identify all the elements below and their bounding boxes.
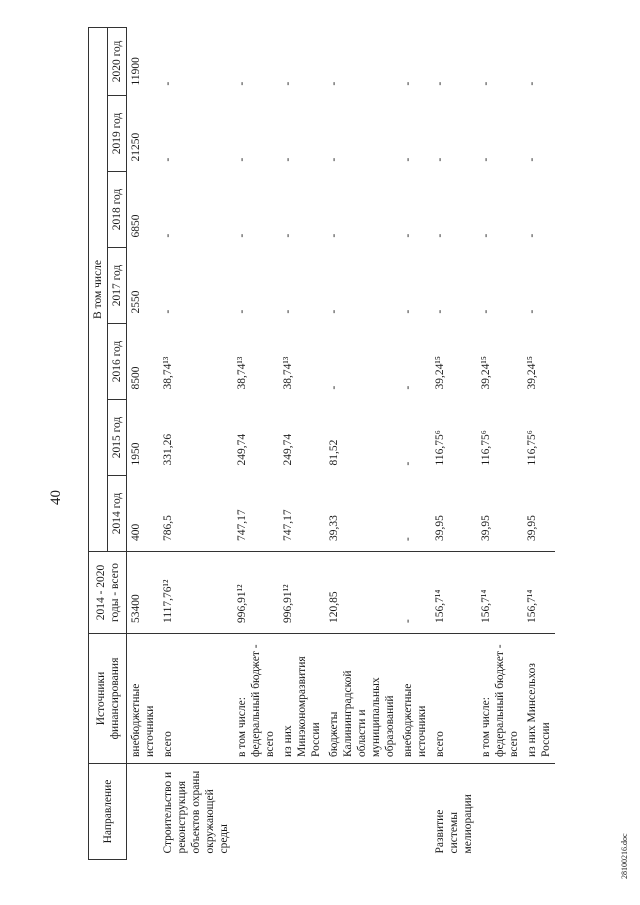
cell-year-value: 38,74¹³ xyxy=(236,356,249,390)
cell-year-value: 747,17 xyxy=(282,509,295,541)
cell-year-value: - xyxy=(526,233,539,238)
cell-year-value: 116,75⁶ xyxy=(434,430,447,466)
header-year: 2017 год xyxy=(108,248,127,324)
cell-year-value: - xyxy=(402,385,415,390)
cell-year-value: - xyxy=(162,157,175,162)
cell-year-value: - xyxy=(402,233,415,238)
cell-total: - xyxy=(399,552,431,634)
header-total: 2014 - 2020 годы - всего xyxy=(89,552,127,634)
cell-year-value: - xyxy=(162,233,175,238)
cell-direction xyxy=(325,764,399,860)
cell-year-value: - xyxy=(402,309,415,314)
header-year: 2018 год xyxy=(108,172,127,248)
table-row xyxy=(477,27,523,859)
cell-source: в том числе: федеральный бюджет - всего xyxy=(477,634,523,764)
cell-direction xyxy=(399,764,431,860)
cell-year-value: 2550 xyxy=(130,290,143,314)
header-year: 2020 год xyxy=(108,27,127,95)
page-number: 40 xyxy=(48,490,64,505)
cell-year-value: - xyxy=(282,233,295,238)
cell-year-value: - xyxy=(328,233,341,238)
cell-total: 156,7¹⁴ xyxy=(523,552,555,634)
cell-year-value: 6850 xyxy=(130,214,143,238)
cell-source: из них Минсельхоз России xyxy=(523,634,555,764)
cell-year-value: - xyxy=(328,81,341,86)
cell-year-value: - xyxy=(328,385,341,390)
table-row xyxy=(159,27,233,859)
cell-year-value: - xyxy=(480,233,493,238)
cell-year-value: - xyxy=(480,81,493,86)
cell-year-value: - xyxy=(480,309,493,314)
table-row xyxy=(325,27,399,859)
cell-total: 996,91¹² xyxy=(233,552,279,634)
cell-year-value: 786,5 xyxy=(162,515,175,541)
cell-year-value: 331,26 xyxy=(162,433,175,466)
cell-year-value: 747,17 xyxy=(236,509,249,541)
cell-year-value: 11900 xyxy=(130,57,143,86)
cell-year-value: - xyxy=(328,309,341,314)
cell-year-value: 8500 xyxy=(130,366,143,390)
cell-year-value: 39,95 xyxy=(480,515,493,541)
cell-year-value: 116,75⁶ xyxy=(526,430,539,466)
cell-direction: Строительство и реконструкция объектов охраны окружающей среды xyxy=(159,764,233,860)
cell-direction: Развитие системы мелиорации xyxy=(431,764,477,860)
cell-year-value: - xyxy=(282,157,295,162)
header-year: 2014 год xyxy=(108,476,127,552)
cell-year-value: 38,74¹³ xyxy=(282,356,295,390)
cell-year-value: - xyxy=(434,157,447,162)
cell-source: всего xyxy=(431,634,477,764)
cell-year-value: - xyxy=(526,157,539,162)
cell-year-value: 249,74 xyxy=(282,433,295,466)
cell-year-value: 39,33 xyxy=(328,515,341,541)
table-row xyxy=(431,27,477,859)
cell-year-value: - xyxy=(402,81,415,86)
cell-year-value: - xyxy=(480,157,493,162)
cell-source: внебюджетные источники xyxy=(399,634,431,764)
header-sources: Источники финансирования xyxy=(89,634,127,764)
cell-year-value: - xyxy=(526,81,539,86)
cell-year-value: - xyxy=(402,461,415,466)
cell-total: 120,85 xyxy=(325,552,399,634)
cell-total: 156,7¹⁴ xyxy=(477,552,523,634)
cell-year-value: - xyxy=(434,81,447,86)
cell-year-value: - xyxy=(162,81,175,86)
financing-table xyxy=(88,27,555,860)
cell-year-value: 39,24¹⁵ xyxy=(480,356,493,390)
header-year: 2019 год xyxy=(108,96,127,172)
cell-total: 996,91¹² xyxy=(279,552,325,634)
cell-year-value: - xyxy=(282,309,295,314)
cell-year-value: - xyxy=(282,81,295,86)
cell-year-value: 400 xyxy=(130,523,143,541)
cell-year-value: 249,74 xyxy=(236,433,249,466)
cell-year-value: - xyxy=(402,537,415,541)
cell-source: внебюджетные источники xyxy=(127,634,160,764)
header-year: 2015 год xyxy=(108,400,127,476)
cell-direction xyxy=(523,764,555,860)
cell-year-value: - xyxy=(236,233,249,238)
cell-direction xyxy=(233,764,279,860)
cell-year-value: 38,74¹³ xyxy=(162,356,175,390)
header-direction: Направление xyxy=(89,764,127,860)
cell-direction xyxy=(127,764,160,860)
cell-total: 53400 xyxy=(127,552,160,634)
cell-source: всего xyxy=(159,634,233,764)
table-row xyxy=(127,27,160,859)
cell-total: 156,7¹⁴ xyxy=(431,552,477,634)
cell-year-value: - xyxy=(434,233,447,238)
table-row xyxy=(399,27,431,859)
cell-total: 1117,76¹² xyxy=(159,552,233,634)
cell-year-value: 39,24¹⁵ xyxy=(434,356,447,390)
cell-year-value: - xyxy=(162,309,175,314)
cell-year-value: - xyxy=(526,309,539,314)
table-row xyxy=(233,27,279,859)
cell-year-value: - xyxy=(402,157,415,162)
cell-year-value: 39,24¹⁵ xyxy=(526,356,539,390)
cell-year-value: - xyxy=(236,157,249,162)
cell-year-value: - xyxy=(434,309,447,314)
table-row xyxy=(279,27,325,859)
doc-filename: 28100216.doc xyxy=(620,833,629,879)
table-row xyxy=(523,27,555,859)
cell-year-value: 39,95 xyxy=(434,515,447,541)
header-row xyxy=(89,27,108,859)
cell-year-value: 39,95 xyxy=(526,515,539,541)
header-year: 2016 год xyxy=(108,324,127,400)
cell-direction xyxy=(279,764,325,860)
cell-year-value: 116,75⁶ xyxy=(480,430,493,466)
cell-source: бюджеты Калининградской области и муниципальных образований xyxy=(325,634,399,764)
cell-source: в том числе: федеральный бюджет - всего xyxy=(233,634,279,764)
cell-direction xyxy=(477,764,523,860)
table-body xyxy=(127,27,556,859)
cell-year-value: 21250 xyxy=(130,132,143,162)
cell-source: из них Минэкономразвития России xyxy=(279,634,325,764)
cell-year-value: 81,52 xyxy=(328,439,341,466)
header-including: В том числе xyxy=(89,27,108,551)
cell-year-value: - xyxy=(328,157,341,162)
cell-year-value: - xyxy=(236,81,249,86)
cell-year-value: 1950 xyxy=(130,442,143,466)
cell-year-value: - xyxy=(236,309,249,314)
